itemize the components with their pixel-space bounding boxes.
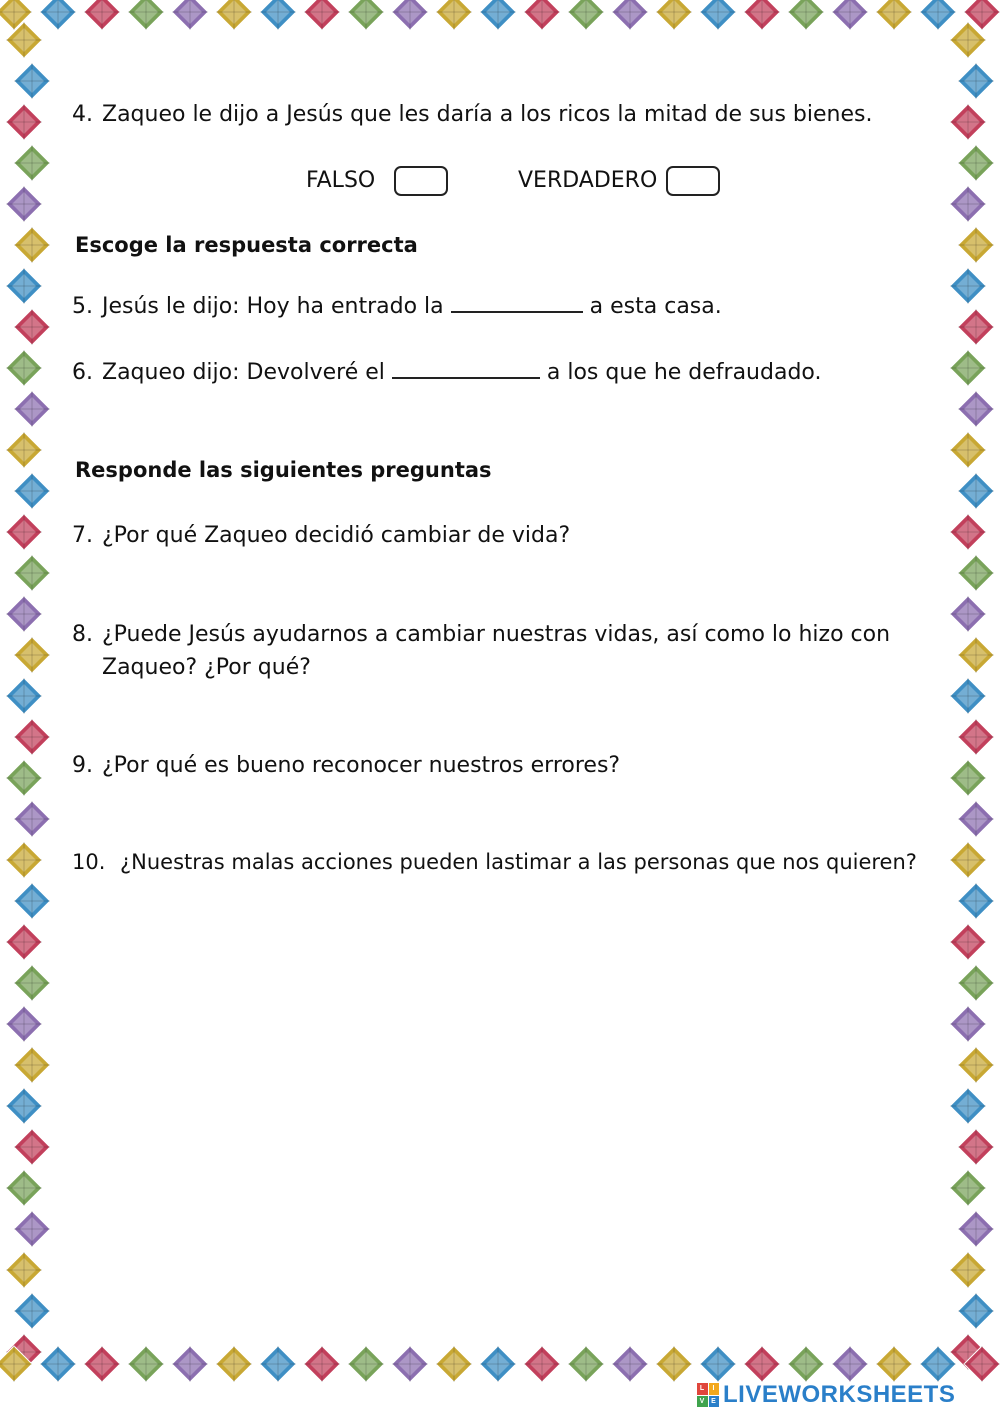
logo-letter: E	[709, 1396, 720, 1408]
logo-letter: V	[697, 1396, 708, 1408]
question-text-line2: Zaqueo? ¿Por qué?	[102, 655, 311, 680]
question-9	[72, 749, 620, 782]
watermark-text: LIVEWORKSHEETS	[723, 1381, 956, 1408]
answer-blank[interactable]	[392, 357, 540, 379]
question-text: ¿Por qué Zaqueo decidió cambiar de vida?	[102, 523, 571, 548]
logo-letter: I	[709, 1383, 720, 1395]
question-8	[72, 618, 890, 684]
section-heading-choose: Escoge la respuesta correcta	[75, 233, 418, 257]
question-4	[72, 98, 872, 131]
question-10	[72, 846, 917, 879]
question-number: 9.	[72, 753, 93, 778]
question-text: ¿Por qué es bueno reconocer nuestros errores?	[102, 753, 621, 778]
question-7	[72, 519, 570, 552]
true-checkbox[interactable]	[666, 166, 720, 196]
liveworksheets-logo-icon	[697, 1383, 719, 1407]
question-text: ¿Nuestras malas acciones pueden lastimar a las personas que nos quieren?	[120, 850, 917, 874]
false-checkbox[interactable]	[394, 166, 448, 196]
false-label: FALSO	[306, 168, 376, 193]
liveworksheets-watermark	[697, 1381, 955, 1409]
question-number: 4.	[72, 102, 93, 127]
section-heading-answer: Responde las siguientes preguntas	[75, 458, 492, 482]
question-text-line1: ¿Puede Jesús ayudarnos a cambiar nuestras vidas, así como lo hizo con	[102, 622, 891, 647]
true-false-row	[0, 164, 1000, 198]
question-text-before: Jesús le dijo: Hoy ha entrado la	[102, 294, 444, 319]
answer-blank[interactable]	[451, 291, 583, 313]
question-text: Zaqueo le dijo a Jesús que les daría a los ricos la mitad de sus bienes.	[102, 102, 873, 127]
question-text-after: a esta casa.	[589, 294, 722, 319]
question-5	[72, 290, 722, 323]
question-number: 8.	[72, 622, 93, 647]
question-text-after: a los que he defraudado.	[546, 360, 822, 385]
logo-letter: L	[697, 1383, 708, 1395]
question-text-before: Zaqueo dijo: Devolveré el	[102, 360, 385, 385]
question-6	[72, 356, 821, 389]
question-number: 10.	[72, 850, 106, 874]
question-number: 6.	[72, 360, 93, 385]
question-number: 7.	[72, 523, 93, 548]
question-number: 5.	[72, 294, 93, 319]
true-label: VERDADERO	[518, 168, 658, 193]
